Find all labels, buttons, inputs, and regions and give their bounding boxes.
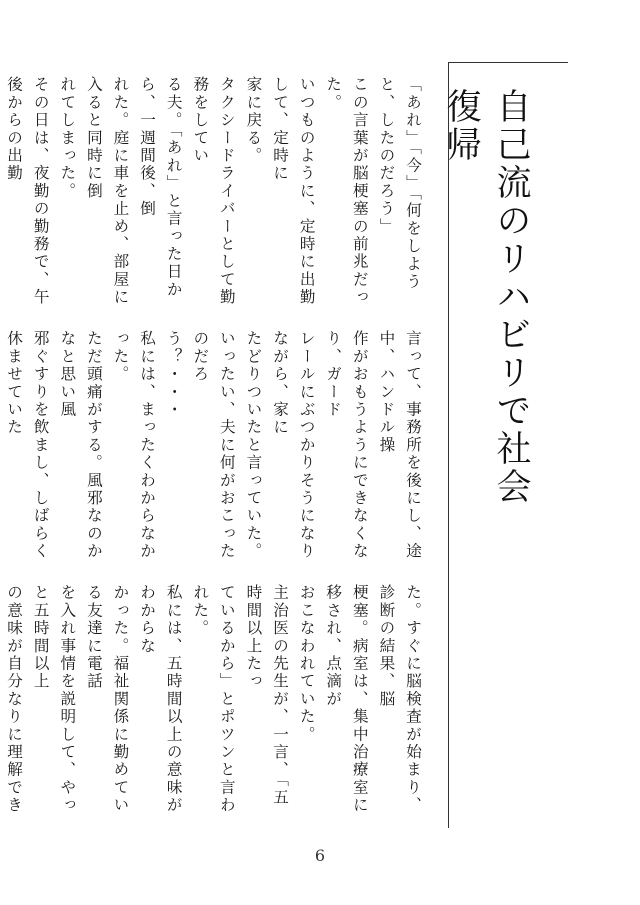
text-line: 「あれ」「今」「何をしようと、したのだろう」 xyxy=(377,76,422,291)
text-block-top xyxy=(5,76,426,312)
text-line: 梗塞。病室は、集中治療室に移され、点滴が xyxy=(324,584,369,815)
page-title: 自己流のリハビリで社会復帰 xyxy=(441,88,531,506)
text-line: 家に戻る。 xyxy=(244,76,263,165)
text-line xyxy=(0,330,1,566)
text-line: る夫。「あれ」と言った日から、一週間後、倒 xyxy=(138,76,183,299)
text-line: レールにぶつかりそうになりながら、家に xyxy=(271,330,316,561)
text-line: 作がおもうようにできなくなり、ガード xyxy=(324,330,369,561)
text-line: れた。庭に車を止め、部屋に入ると同時に倒 xyxy=(84,76,130,307)
text-line: れてしまった。 xyxy=(58,76,77,200)
text-line: ているから」とポツンと言われた。 xyxy=(191,584,236,815)
text-line: ただ頭痛がする。風邪なのかなと思い風 xyxy=(58,330,103,561)
text-line: たどりついたと言っていた。 xyxy=(244,330,263,561)
text-line: おこなわれていた。 xyxy=(297,584,316,744)
text-block-middle xyxy=(5,330,426,566)
text-line: いつものように、定時に出勤して、定時に xyxy=(271,76,316,307)
text-line: 邪ぐすりを飲まし、しばらく休ませていた xyxy=(5,330,50,561)
text-line: を入れ事情を説明して、やっと五時間以上 xyxy=(31,584,77,815)
text-line: の意味が自分なりに理解でき xyxy=(5,584,24,815)
text-line: タクシードライバーとして勤務をしてい xyxy=(191,76,236,307)
text-line: かった。福祉関係に勤めている友達に電話 xyxy=(84,584,130,815)
page-number: 6 xyxy=(314,846,326,865)
text-line: 私には、五時間以上の意味がわからな xyxy=(138,584,183,815)
text-line: その日は、夜勤の勤務で、午後からの出勤 xyxy=(5,76,50,307)
text-line: 主治医の先生が、一言、「五時間以上たっ xyxy=(244,584,290,807)
text-line: う？・・・ xyxy=(164,330,183,419)
text-line xyxy=(0,76,1,312)
text-line: いったい、夫に何がおこったのだろ xyxy=(191,330,236,561)
text-line: 言って、事務所を後にし、途中、ハンドル操 xyxy=(377,330,422,561)
text-line: この言葉が脳梗塞の前兆だった。 xyxy=(324,76,369,307)
text-block-bottom xyxy=(5,584,426,820)
text-line: 私には、まったくわからなかった。 xyxy=(111,330,157,561)
text-line: た。すぐに脳検査が始まり、診断の結果、脳 xyxy=(377,584,422,815)
